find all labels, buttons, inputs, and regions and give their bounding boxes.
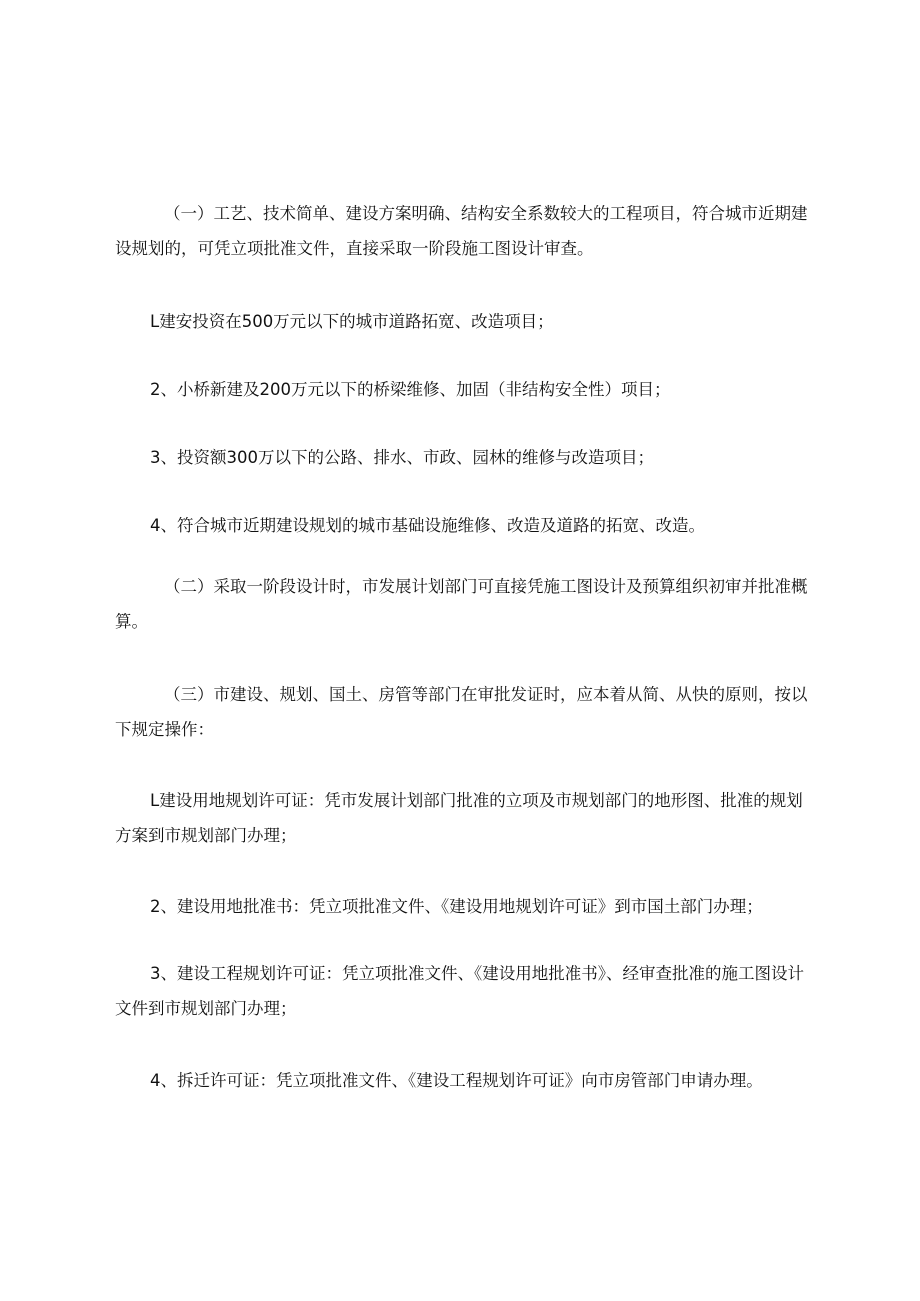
list-item: L建设用地规划许可证：凭市发展计划部门批准的立项及市规划部门的地形图、批准的规划方案到市规划部门办理；	[115, 791, 803, 845]
list-item: 4、符合城市近期建设规划的城市基础设施维修、改造及道路的拓宽、改造。	[150, 516, 705, 535]
list-item: 3、建设工程规划许可证：凭立项批准文件、《建设用地批准书》、经审查批准的施工图设计文件到市规划部门办理；	[115, 964, 804, 1018]
list-item: 2、小桥新建及200万元以下的桥梁维修、加固（非结构安全性）项目；	[150, 380, 671, 399]
section-one-paragraph: （一）工艺、技术简单、建设方案明确、结构安全系数较大的工程项目，符合城市近期建设规划的，可凭立项批准文件，直接采取一阶段施工图设计审查。	[115, 204, 808, 258]
section-two-paragraph: （二）采取一阶段设计时，市发展计划部门可直接凭施工图设计及预算组织初审并批准概算。	[115, 577, 808, 631]
section-three-paragraph: （三）市建设、规划、国土、房管等部门在审批发证时，应本着从简、从快的原则，按以下规定操作：	[115, 685, 808, 739]
list-item: 4、拆迁许可证：凭立项批准文件、《建设工程规划许可证》向市房管部门申请办理。	[150, 1071, 763, 1090]
list-item: 2、建设用地批准书：凭立项批准文件、《建设用地规划许可证》到市国土部门办理；	[150, 897, 763, 916]
list-item: L建安投资在500万元以下的城市道路拓宽、改造项目；	[150, 312, 554, 331]
list-item: 3、投资额300万以下的公路、排水、市政、园林的维修与改造项目；	[150, 448, 654, 467]
